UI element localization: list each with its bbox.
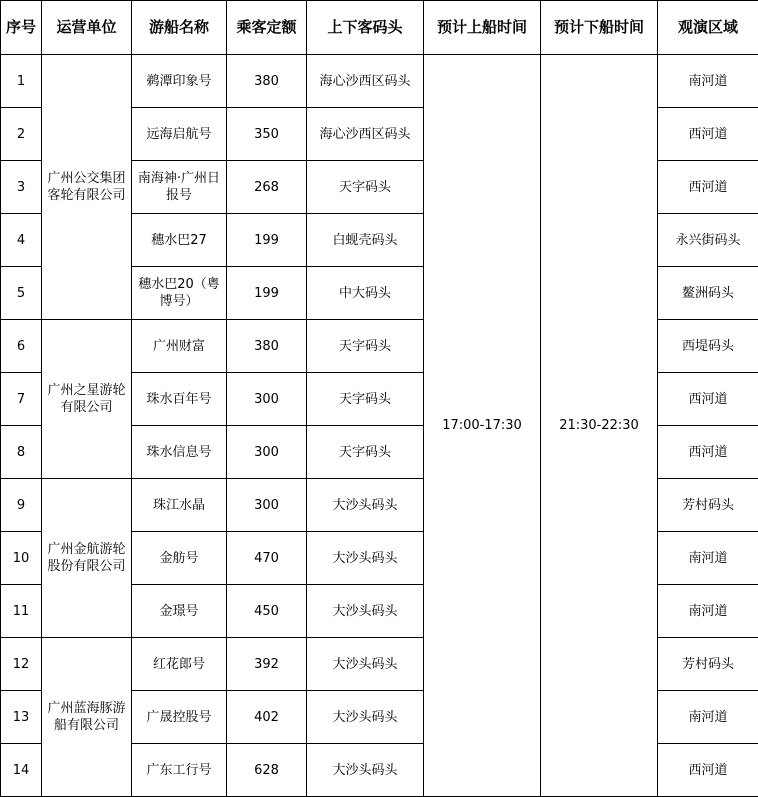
ship-name-cell: 远海启航号	[132, 108, 227, 161]
header-viewing-area: 观演区域	[658, 1, 758, 55]
seq-cell: 6	[1, 320, 42, 373]
seq-cell: 12	[1, 638, 42, 691]
pier-cell: 天字码头	[307, 426, 424, 479]
seq-cell: 1	[1, 55, 42, 108]
pier-cell: 天字码头	[307, 320, 424, 373]
capacity-cell: 350	[227, 108, 307, 161]
ship-name-cell: 广州财富	[132, 320, 227, 373]
pier-cell: 海心沙西区码头	[307, 108, 424, 161]
pier-cell: 天字码头	[307, 373, 424, 426]
pier-cell: 大沙头码头	[307, 744, 424, 797]
capacity-cell: 380	[227, 55, 307, 108]
header-row	[1, 1, 758, 55]
ship-name-cell: 珠江水晶	[132, 479, 227, 532]
seq-cell: 11	[1, 585, 42, 638]
viewing-area-cell: 永兴街码头	[658, 214, 758, 267]
boarding-time-cell: 17:00-17:30	[424, 55, 541, 797]
operator-cell: 广州公交集团客轮有限公司	[42, 55, 132, 320]
viewing-area-cell: 西河道	[658, 161, 758, 214]
header-disembark-time: 预计下船时间	[541, 1, 658, 55]
seq-cell: 13	[1, 691, 42, 744]
header-ship-name: 游船名称	[132, 1, 227, 55]
ship-name-cell: 南海神·广州日报号	[132, 161, 227, 214]
viewing-area-cell: 西河道	[658, 426, 758, 479]
capacity-cell: 450	[227, 585, 307, 638]
capacity-cell: 628	[227, 744, 307, 797]
pier-cell: 白蚬壳码头	[307, 214, 424, 267]
capacity-cell: 199	[227, 214, 307, 267]
viewing-area-cell: 南河道	[658, 532, 758, 585]
header-capacity: 乘客定额	[227, 1, 307, 55]
pier-cell: 中大码头	[307, 267, 424, 320]
table-row	[1, 55, 758, 108]
ship-name-cell: 金璟号	[132, 585, 227, 638]
capacity-cell: 300	[227, 373, 307, 426]
header-seq: 序号	[1, 1, 42, 55]
viewing-area-cell: 西河道	[658, 373, 758, 426]
header-pier: 上下客码头	[307, 1, 424, 55]
ship-name-cell: 穗水巴27	[132, 214, 227, 267]
header-boarding-time: 预计上船时间	[424, 1, 541, 55]
viewing-area-cell: 西堤码头	[658, 320, 758, 373]
pier-cell: 大沙头码头	[307, 585, 424, 638]
viewing-area-cell: 南河道	[658, 691, 758, 744]
capacity-cell: 392	[227, 638, 307, 691]
ship-name-cell: 珠水百年号	[132, 373, 227, 426]
seq-cell: 4	[1, 214, 42, 267]
pier-cell: 海心沙西区码头	[307, 55, 424, 108]
capacity-cell: 402	[227, 691, 307, 744]
capacity-cell: 300	[227, 426, 307, 479]
ship-name-cell: 穗水巴20（粤博号）	[132, 267, 227, 320]
viewing-area-cell: 南河道	[658, 55, 758, 108]
seq-cell: 8	[1, 426, 42, 479]
seq-cell: 10	[1, 532, 42, 585]
ship-name-cell: 鹈潭印象号	[132, 55, 227, 108]
pier-cell: 大沙头码头	[307, 532, 424, 585]
seq-cell: 14	[1, 744, 42, 797]
capacity-cell: 268	[227, 161, 307, 214]
seq-cell: 9	[1, 479, 42, 532]
ship-name-cell: 红花郎号	[132, 638, 227, 691]
ship-name-cell: 广晟控股号	[132, 691, 227, 744]
viewing-area-cell: 西河道	[658, 108, 758, 161]
viewing-area-cell: 芳村码头	[658, 479, 758, 532]
pier-cell: 大沙头码头	[307, 638, 424, 691]
ship-name-cell: 广东工行号	[132, 744, 227, 797]
disembark-time-cell: 21:30-22:30	[541, 55, 658, 797]
header-operator: 运营单位	[42, 1, 132, 55]
operator-cell: 广州蓝海豚游船有限公司	[42, 638, 132, 797]
viewing-area-cell: 芳村码头	[658, 638, 758, 691]
ship-name-cell: 金舫号	[132, 532, 227, 585]
viewing-area-cell: 南河道	[658, 585, 758, 638]
seq-cell: 5	[1, 267, 42, 320]
capacity-cell: 380	[227, 320, 307, 373]
capacity-cell: 470	[227, 532, 307, 585]
viewing-area-cell: 鳌洲码头	[658, 267, 758, 320]
capacity-cell: 199	[227, 267, 307, 320]
operator-cell: 广州金航游轮股份有限公司	[42, 479, 132, 638]
pier-cell: 大沙头码头	[307, 691, 424, 744]
pier-cell: 大沙头码头	[307, 479, 424, 532]
seq-cell: 7	[1, 373, 42, 426]
capacity-cell: 300	[227, 479, 307, 532]
operator-cell: 广州之星游轮有限公司	[42, 320, 132, 479]
seq-cell: 2	[1, 108, 42, 161]
viewing-area-cell: 西河道	[658, 744, 758, 797]
ship-name-cell: 珠水信息号	[132, 426, 227, 479]
pier-cell: 天字码头	[307, 161, 424, 214]
seq-cell: 3	[1, 161, 42, 214]
